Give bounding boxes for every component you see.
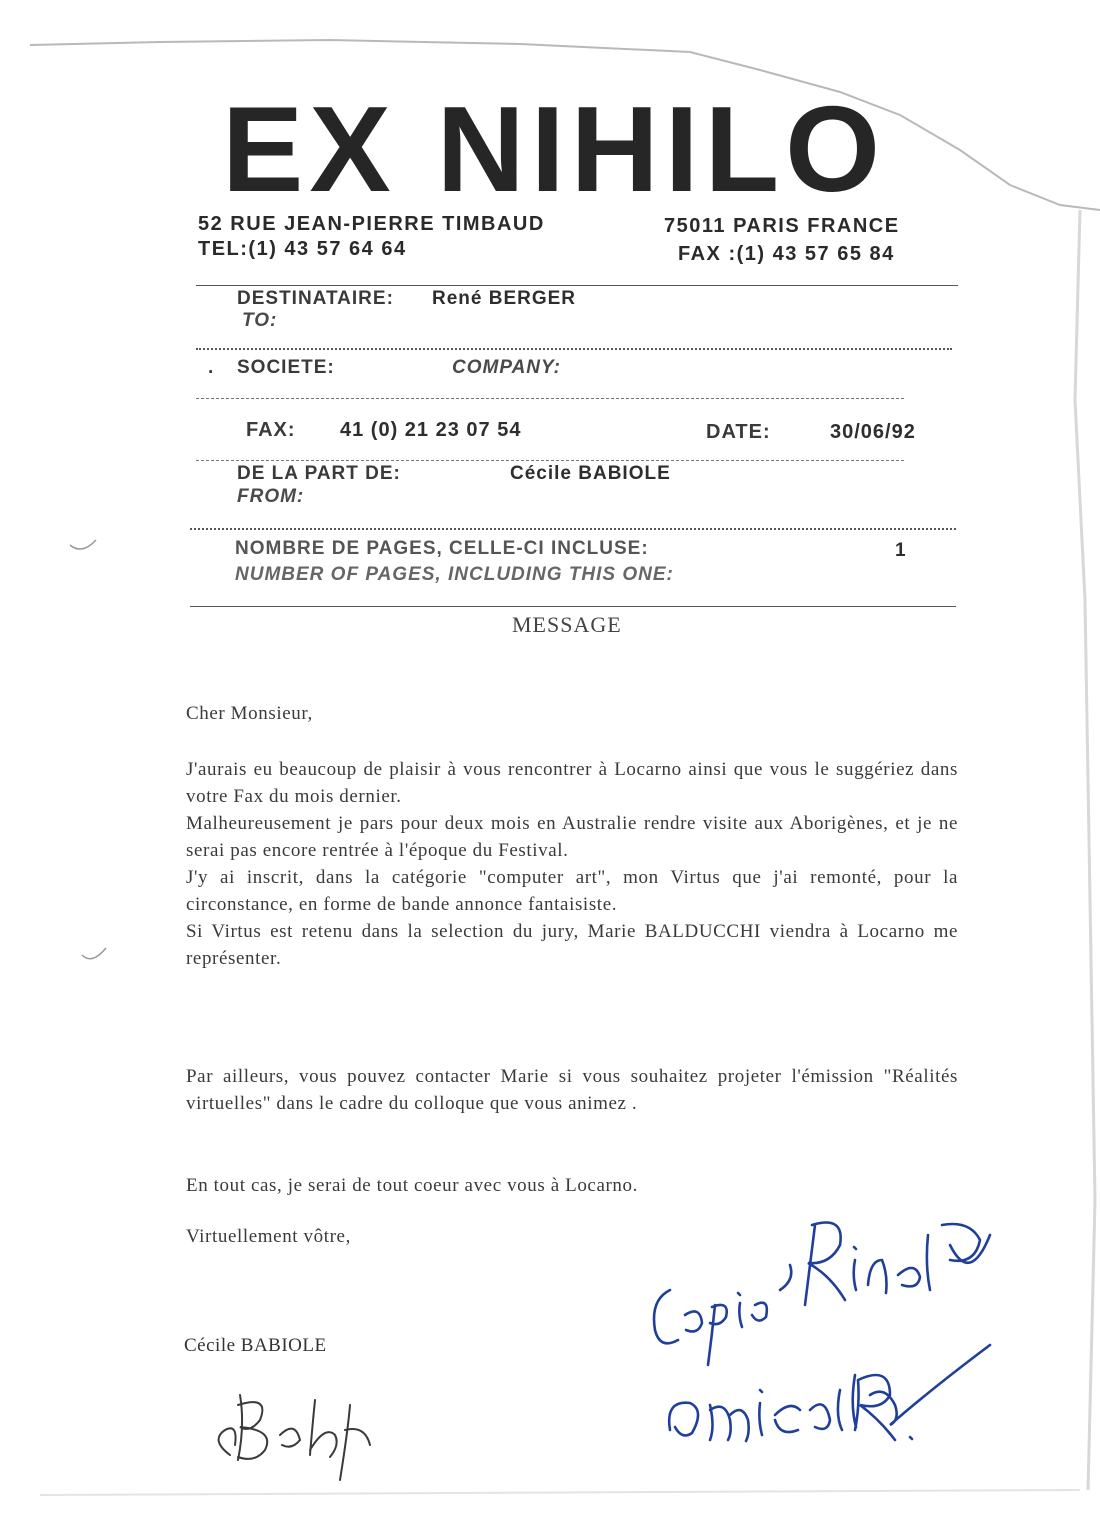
company-bullet: . <box>208 357 215 378</box>
paragraph: J'aurais eu beaucoup de plaisir à vous rencontrer à Locarno ainsi que vous le suggériez dans votre Fax du mois dernier. <box>186 759 958 807</box>
fax-value: 41 (0) 21 23 07 54 <box>340 419 522 441</box>
pages-label-en: NUMBER OF PAGES, INCLUDING THIS ONE: <box>235 564 674 585</box>
dotted-divider <box>190 528 956 530</box>
annotation-line2 <box>783 1230 885 1250</box>
letterhead-fax: FAX :(1) 43 57 65 84 <box>678 243 895 265</box>
dashed-divider <box>196 398 904 399</box>
divider <box>190 606 956 607</box>
dotted-divider <box>196 348 952 350</box>
paragraph: Par ailleurs, vous pouvez contacter Marie si vous souhaitez projeter l'émission "Réalités virtuelles" dans le cadre du colloque que vous animez . <box>186 1066 958 1114</box>
company-label-en: COMPANY: <box>452 357 561 378</box>
date-value: 30/06/92 <box>830 421 916 443</box>
handwritten-signature <box>200 1385 400 1485</box>
paragraph: Malheureusement je pars pour deux mois en Australie rendre visite aux Aborigènes, et je ne serai pas encore rentrée à l'époque du Festival. <box>186 813 958 861</box>
salutation: Cher Monsieur, <box>186 703 313 724</box>
letterhead-tel: TEL:(1) 43 57 64 64 <box>198 238 407 260</box>
pages-label: NOMBRE DE PAGES, CELLE-CI INCLUSE: <box>235 538 649 559</box>
to-label: DESTINATAIRE: <box>237 288 394 309</box>
paragraph: En tout cas, je serai de tout coeur avec vous à Locarno. <box>186 1175 638 1196</box>
closing: Virtuellement vôtre, <box>186 1226 351 1247</box>
message-body <box>186 756 958 972</box>
dashed-divider <box>196 460 904 461</box>
pages-value: 1 <box>895 540 907 561</box>
date-label: DATE: <box>706 421 771 443</box>
to-value: René BERGER <box>432 288 577 309</box>
annotation-line1 <box>650 1230 778 1250</box>
annotation-line3 <box>890 1230 908 1250</box>
fax-label: FAX: <box>246 419 296 441</box>
company-logo: EX NIHILO <box>222 81 887 217</box>
paragraph: J'y ai inscrit, dans la catégorie "computer art", mon Virtus que j'ai remonté, pour la circonstance, en forme de bande annonce fantaisiste. <box>186 867 958 915</box>
paragraph: Si Virtus est retenu dans la selection du jury, Marie BALDUCCHI viendra à Locarno me représenter. <box>186 921 958 969</box>
address-street: 52 RUE JEAN-PIERRE TIMBAUD <box>198 213 545 235</box>
company-label: SOCIETE: <box>237 357 335 378</box>
to-label-en: TO: <box>242 310 278 331</box>
from-label-en: FROM: <box>237 486 305 507</box>
signature-name: Cécile BABIOLE <box>184 1335 327 1356</box>
address-city: 75011 PARIS FRANCE <box>664 215 900 237</box>
message-title: MESSAGE <box>512 612 622 637</box>
divider <box>196 285 958 286</box>
from-value: Cécile BABIOLE <box>510 463 671 484</box>
from-label: DE LA PART DE: <box>237 463 401 484</box>
